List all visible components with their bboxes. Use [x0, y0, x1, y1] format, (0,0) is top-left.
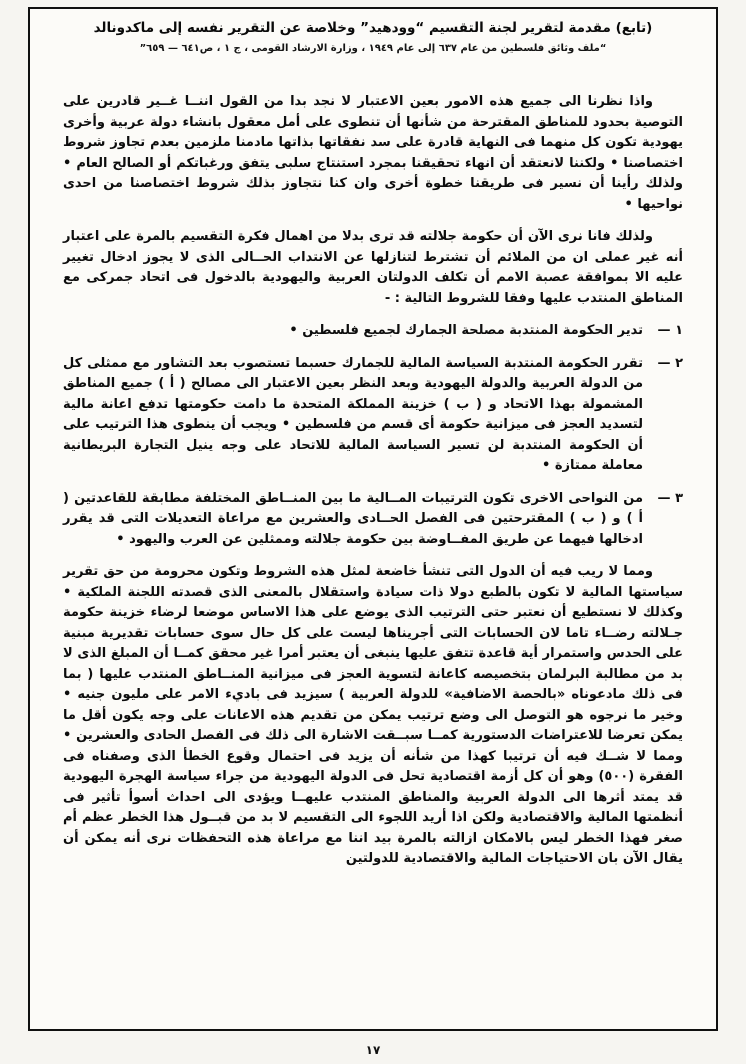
paragraph-intro: واذا نظرنا الى جميع هذه الامور بعين الاعتبار لا نجد بدا من القول اننــا غــير قادرين على التوصية بحدود للمناطق المقترحة من شأنها أن تنطوى على أمل معقول بانشاء دولة عربية وأخرى يهودية تكون كل منهما فى النهاية قادرة على سد نفقاتها بذاتها مادمنا ملزمين بعدم تجاوز شروط اختصاصنا • ولكننا لانعتقد أن انهاء تحقيقنا بمجرد استنتاج سلبى يتفق ورغباتكم أو الصالح العام • ولذلك رأينا أن نسير فى طريقنا خطوة أخرى وان كنا نتجاوز بذلك شروط اختصاصنا من احدى نواحيها •: [63, 94, 683, 212]
list-item-2: [63, 354, 683, 477]
list-item-3-number: ٣ —: [657, 490, 683, 506]
list-item-3-text: من النواحى الاخرى تكون الترتيبات المــالية ما بين المنــاطق المختلفة مطابقة للقاعدتين ( أ ) و ( ب ) المقترحتين فى الفصل الحــادى والعشرين مع مراعاة التعديلات التى قد يقرر ادخالها فيهما عن طريق المفــاوضة بين حكومة جلالته وممثلين عن العرب واليهود •: [63, 490, 643, 547]
page-number: ١٧: [365, 1043, 381, 1057]
document-title: (تابع) مقدمة لتقرير لجنة التقسيم “وودهيد” وخلاصة عن التقرير نفسه إلى ماكدونالد: [93, 20, 653, 36]
list-item-1: [63, 321, 683, 342]
document-header: [30, 9, 716, 54]
list-item-2-number: ٢ —: [657, 355, 683, 371]
document-body: [30, 54, 716, 870]
list-item-1-number: ١ —: [657, 323, 683, 338]
paragraph-proposal: ولذلك فانا نرى الآن أن حكومة جلالته قد ترى بدلا من اهمال فكرة التقسيم بالمرة على اعتبار أنه غير عملى ان من الملائم أن تشترط لتنازلها عن الانتداب الحــالى الذى لا يجوز ادخال تغيير عليه الا بموافقة عصبة الامم أن تكلف الدولتان العربية واليهودية بالدخول فى اتحاد جمركى مع المناطق المنتدب عليها وفقا للشروط التالية : -: [63, 229, 683, 306]
paragraph-conclusion: ومما لا ريب فيه أن الدول التى تنشأ خاضعة لمثل هذه الشروط وتكون محرومة من حق تقرير سياستها المالية لا تكون بالطبع دولا ذات سيادة واستقلال بالمعنى الذى قصدته اللجنة الملكية • وكذلك لا نستطيع أن نعتبر حتى الترتيب الذى يوضع على هذا الاساس موضعا لرضاء خزينة حكومة جـلالته رضــاء تاما لان الحسابات التى أجريناها ليست على كل حال سوى حسابات تقديرية مبنية على الحدس واستمرار أية قاعدة تتفق عليها ينبغى أن يعتبر أمرا غير محقق كمــا أن المبلغ الذى لا بد من مطالبة البرلمان بتخصيصه كاعانة لتسوية العجز فى ميزانية المنــاطق المنتدب عليها ( بما فى ذلك مادعوناه «بالحصة الاضافية» للدولة العربية ) سيزيد فى باديء الامر على مليون جنيه • وخير ما نرجوه هو التوصل الى وضع ترتيب يمكن من تقديم هذه الاعانات على وجه يكون أقل ما يمكن تعرضا للاعتراضات الدستورية كمــا سبــقت الاشارة الى ذلك فى الفصل الحادى والعشرين • ومما لا شــك فيه أن ترتيبا كهذا من شأنه أن يزيد فى احتمال وقوع الخطأ الذى وصفناه فى الفقرة (٥٠٠) وهو أن كل أزمة اقتصادية تحل فى الدولة اليهودية من جراء سياسة الهجرة اليهودية قد يمتد أثرها الى الدولة العربية والمناطق المنتدب عليهــا ويؤدى الى احداث أسوأ تأثير فى أنظمتها المالية والاقتصادية ولكن اذا أريد اللجوء الى التقسيم لا بد من قبــول هذا الخطر عظم أم صغر فهذا الخطر ليس بالامكان ازالته بالمرة بيد اننا مع مراعاة هذه التحفظات نرى أنه يمكن أن يقال الآن بان الاحتياجات المالية والاقتصادية للدولتين: [63, 564, 683, 866]
list-item-3: [63, 489, 683, 551]
list-item-2-text: تقرر الحكومة المنتدبة السياسة المالية للجمارك حسبما تستصوب بعد التشاور مع ممثلى كل من الدولة العربية والدولة اليهودية وبعد النظر بعين الاعتبار الى مصالح ( أ ) جميع المناطق المشمولة بهذا الاتحاد و ( ب ) خزينة المملكة المتحدة ما دامت حكومتها تدفع اعانة مالية لتسديد العجز فى ميزانية حكومة أى قسم من فلسطين • ويجب أن ينطوى هذا الترتيب على أن الحكومة المنتدبة لن تسير السياسة المالية للاتحاد على وجه ينيل التجارة البريطانية معاملة ممتازة •: [63, 355, 643, 473]
list-item-1-text: تدير الحكومة المنتدبة مصلحة الجمارك لجميع فلسطين •: [289, 323, 643, 338]
page-border-frame: [28, 7, 718, 1031]
document-source-line: “ملف وثائق فلسطين من عام ٦٣٧ إلى عام ١٩٤٩ ، وزارة الارشاد القومى ، ج ١ ، ص٦٤١ — ٦٥٩”: [139, 43, 607, 54]
